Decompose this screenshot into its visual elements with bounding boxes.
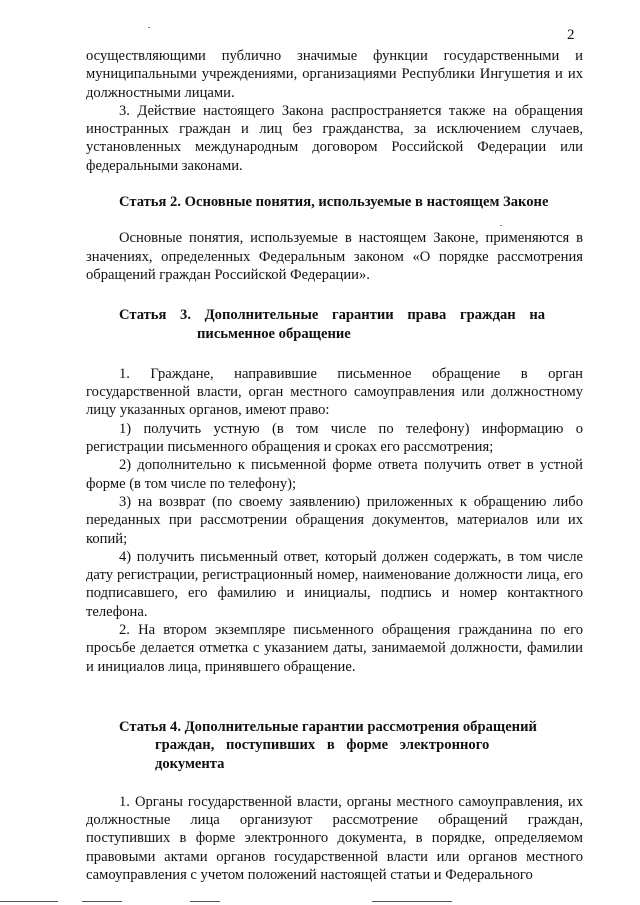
- scan-artifact-line: [82, 901, 122, 902]
- clause-1-3-paragraph: 3. Действие настоящего Закона распространяется также на обращения иностранных граждан и лиц без гражданства, за исключением случаев, установленных международным договором Российской Федерации или федеральными законами.: [86, 102, 583, 174]
- scan-artifact-line: [372, 901, 452, 902]
- article-4-heading-line-2: граждан, поступивших в форме электронного: [155, 737, 490, 754]
- article-3-clause-1-item-3: 3) на возврат (по своему заявлению) приложенных к обращению либо переданных при рассмотрении обращения документов, материалов или их копий;: [86, 493, 583, 547]
- page-number: 2: [567, 27, 575, 43]
- article-3-clause-1-item-4: 4) получить письменный ответ, который должен содержать, в том числе дату регистрации, регистрационный номер, наименование должности лица, его подписавшего, его фамилию и инициалы, подпись и номер контактного телефона.: [86, 548, 583, 620]
- scan-speck: [500, 225, 502, 226]
- scan-speck: [148, 27, 150, 28]
- spacer: [86, 676, 583, 718]
- intro-paragraph: осуществляющими публично значимые функции государственными и муниципальными учреждениями, организациями Республики Ингушетия и их должностными лицами.: [86, 48, 583, 101]
- article-3-heading-line-2: письменное обращение: [197, 325, 351, 342]
- article-2-text: Основные понятия, используемые в настоящем Законе, применяются в значениях, определенных Федеральным законом «О порядке рассмотрения обращений граждан Российской Федерации».: [86, 230, 583, 283]
- article-4-heading-block: [86, 718, 583, 773]
- article-3-heading-block: [86, 306, 583, 343]
- article-4-heading-line-1: Статья 4. Дополнительные гарантии рассмотрения обращений: [119, 718, 537, 735]
- article-3-heading-line-1: Статья 3. Дополнительные гарантии права граждан на: [119, 307, 546, 324]
- article-2-heading-block: [86, 193, 583, 211]
- article-3-clause-1-item-1: 1) получить устную (в том числе по телефону) информацию о регистрации письменного обращения и сроках его рассмотрения;: [86, 420, 583, 456]
- article-3-clause-1-item-2: 2) дополнительно к письменной форме ответа получить ответ в устной форме (в том числе по телефону);: [86, 457, 583, 492]
- article-2-heading: Статья 2. Основные понятия, используемые в настоящем Законе: [119, 194, 549, 211]
- scan-artifact-line: [190, 901, 220, 902]
- document-body: [86, 47, 583, 884]
- article-4-clause-1: 1. Органы государственной власти, органы местного самоуправления, их должностные лица организуют рассмотрение обращений граждан, поступивших в форме электронного документа, в порядке, определяемом правовыми актами органов государственной власти или органов местного самоуправления с учетом положений настоящей статьи и Федерального: [86, 793, 583, 883]
- article-3-clause-1: 1. Граждане, направившие письменное обращение в орган государственной власти, орган местного самоуправления или должностному лицу указанных органов, имеют право:: [86, 365, 583, 419]
- article-3-clause-2: 2. На втором экземпляре письменного обращения гражданина по его просьбе делается отметка с указанием даты, занимаемой должности, фамилии и инициалов лица, принявшего обращение.: [86, 622, 583, 675]
- article-4-heading-line-3: документа: [155, 755, 225, 772]
- scan-artifact-line: [0, 901, 58, 902]
